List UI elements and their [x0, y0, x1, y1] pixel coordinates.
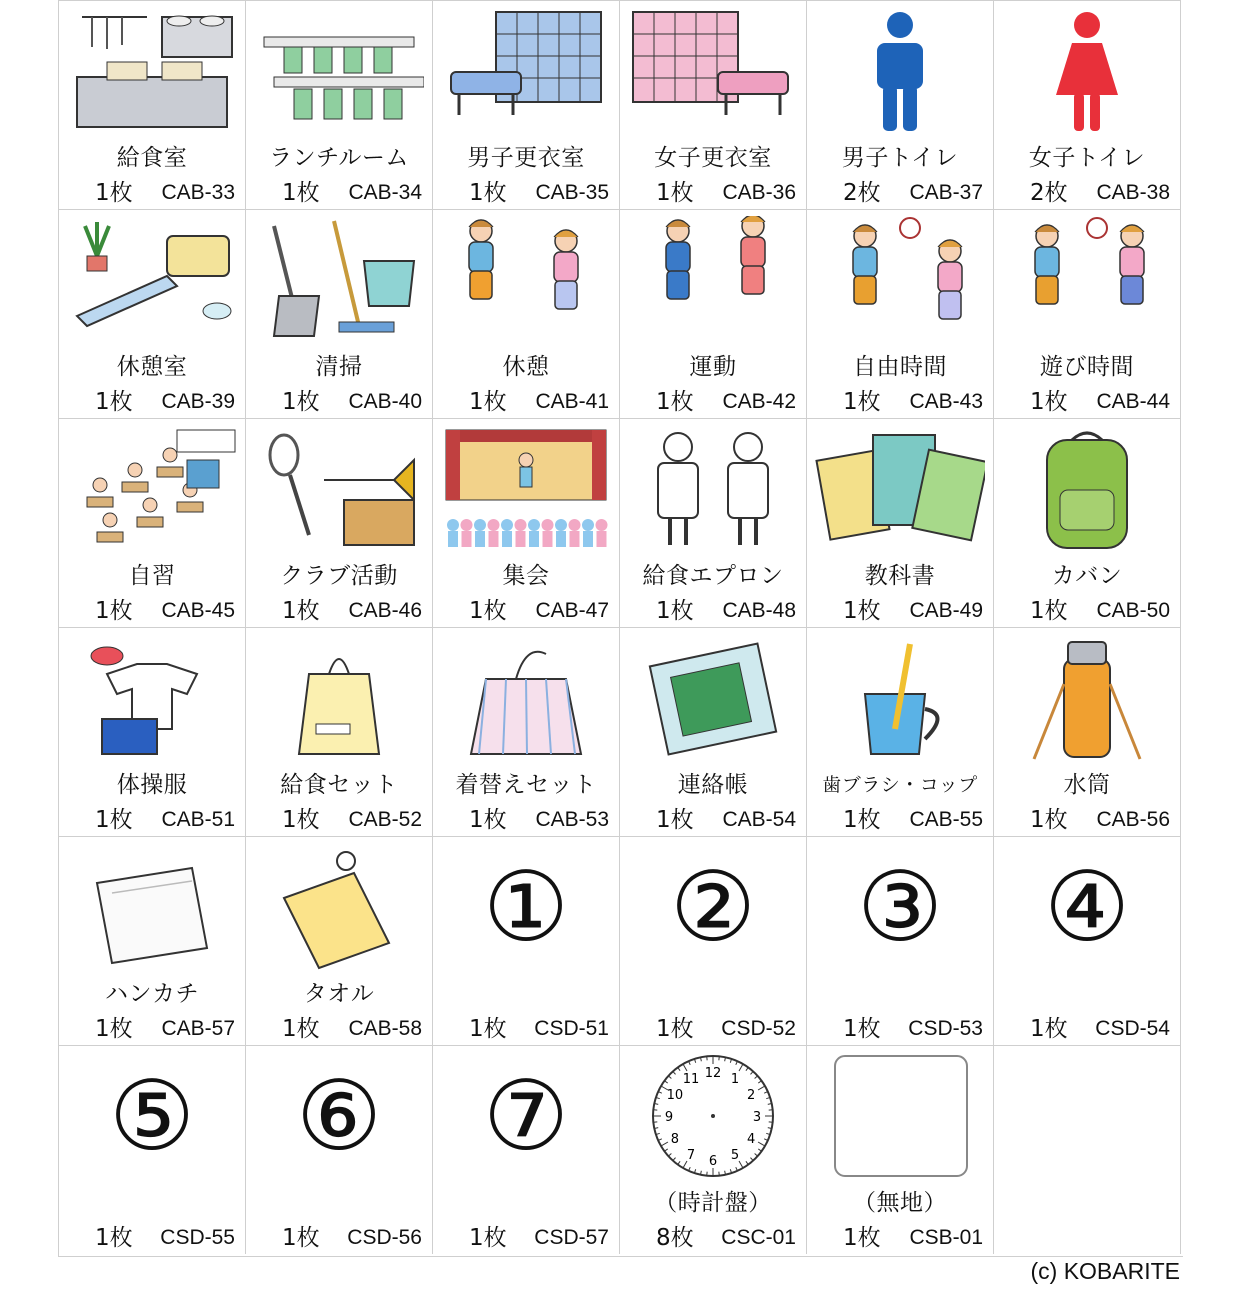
card-cab-52: [246, 627, 433, 836]
card-label: 女子更衣室: [654, 145, 772, 171]
card-csd-56: [246, 1045, 433, 1254]
card-count: 1枚: [469, 598, 507, 624]
card-label: カバン: [1051, 563, 1123, 589]
notebook-icon: [628, 634, 798, 762]
circled-number: ⑤: [108, 1060, 196, 1172]
circled-seven-icon: [441, 1052, 611, 1180]
card-meta: [246, 179, 432, 207]
card-code: CAB-35: [535, 181, 609, 204]
card-count: 1枚: [1030, 1016, 1068, 1042]
card-cab-50: [994, 418, 1181, 627]
girls-locker-icon: [628, 7, 798, 135]
female-toilet-icon: [1002, 7, 1172, 135]
gym-clothes-icon: [67, 634, 237, 762]
card-count: 1枚: [656, 1016, 694, 1042]
card-count: 1枚: [469, 1016, 507, 1042]
card-count: 8枚: [656, 1225, 694, 1251]
card-csd-52: [620, 836, 807, 1045]
card-code: CSD-52: [721, 1017, 796, 1040]
card-code: CAB-56: [1096, 808, 1170, 831]
card-csc-01: [620, 1045, 807, 1254]
card-meta: [59, 806, 245, 834]
circled-four-icon: [1002, 843, 1172, 971]
card-code: CAB-55: [909, 808, 983, 831]
card-count: 1枚: [656, 807, 694, 833]
circled-three-icon: [815, 843, 985, 971]
card-label: 休憩: [502, 354, 550, 380]
card-cab-33: [59, 0, 246, 209]
card-code: CAB-46: [348, 599, 422, 622]
card-count: 1枚: [282, 389, 320, 415]
card-code: CAB-48: [722, 599, 796, 622]
card-meta: [246, 388, 432, 416]
card-label: 遊び時間: [1040, 354, 1134, 380]
club-activity-icon: [254, 425, 424, 553]
card-meta: [807, 1224, 993, 1252]
card-code: CAB-57: [161, 1017, 235, 1040]
card-cab-34: [246, 0, 433, 209]
card-meta: [433, 806, 619, 834]
circled-number: ⑥: [295, 1060, 383, 1172]
play-time-icon: [1002, 216, 1172, 344]
water-bottle-icon: [1002, 634, 1172, 762]
card-meta: [620, 1224, 806, 1252]
boys-locker-icon: [441, 7, 611, 135]
card-count: 1枚: [469, 807, 507, 833]
clock-number: 7: [686, 1148, 696, 1164]
card-csd-53: [807, 836, 994, 1045]
card-cab-40: [246, 209, 433, 418]
towel-icon: [254, 843, 424, 971]
card-meta: [994, 388, 1180, 416]
card-count: 1枚: [656, 180, 694, 206]
clock-number: 12: [704, 1066, 722, 1081]
clock-number: 6: [708, 1154, 718, 1169]
card-count: 1枚: [843, 598, 881, 624]
card-label: 運動: [689, 354, 737, 380]
card-label: ハンカチ: [105, 981, 199, 1007]
card-grid: [58, 0, 1183, 1257]
cleaning-icon: [254, 216, 424, 344]
card-meta: [807, 597, 993, 625]
kitchen-icon: [67, 7, 237, 135]
card-code: CAB-45: [161, 599, 235, 622]
card-code: CAB-37: [909, 181, 983, 204]
card-code: CAB-42: [722, 390, 796, 413]
card-label: 給食室: [116, 145, 188, 171]
card-label: 集会: [502, 563, 550, 589]
card-count: 1枚: [469, 1225, 507, 1251]
copyright-text: (c) KOBARITE: [1030, 1258, 1180, 1284]
card-cab-46: [246, 418, 433, 627]
card-meta: [433, 597, 619, 625]
card-count: 1枚: [843, 1016, 881, 1042]
circled-two-icon: [628, 843, 798, 971]
card-cab-44: [994, 209, 1181, 418]
card-cab-35: [433, 0, 620, 209]
card-meta: [433, 1224, 619, 1252]
card-code: CSD-54: [1095, 1017, 1170, 1040]
card-code: CAB-39: [161, 390, 235, 413]
card-count: 1枚: [469, 180, 507, 206]
card-code: CSD-51: [534, 1017, 609, 1040]
card-meta: [620, 1015, 806, 1043]
card-meta: [59, 1224, 245, 1252]
card-cab-43: [807, 209, 994, 418]
rest-icon: [441, 216, 611, 344]
card-label: 休憩室: [116, 354, 188, 380]
change-clothes-bag-icon: [441, 634, 611, 762]
clock-number: 5: [730, 1148, 740, 1164]
card-meta: [433, 179, 619, 207]
card-label: 女子トイレ: [1028, 145, 1146, 171]
card-meta: [59, 597, 245, 625]
card-code: CSD-56: [347, 1226, 422, 1249]
card-cab-55: [807, 627, 994, 836]
card-count: 1枚: [1030, 807, 1068, 833]
card-count: 1枚: [95, 1016, 133, 1042]
card-count: 1枚: [843, 807, 881, 833]
card-label: タオル: [303, 981, 375, 1007]
card-cab-38: [994, 0, 1181, 209]
card-cab-54: [620, 627, 807, 836]
card-count: 1枚: [282, 807, 320, 833]
card-meta: [620, 179, 806, 207]
card-cab-45: [59, 418, 246, 627]
card-count: 1枚: [95, 1225, 133, 1251]
card-code: CAB-54: [722, 808, 796, 831]
card-count: 1枚: [282, 180, 320, 206]
handkerchief-icon: [67, 843, 237, 971]
card-label: （時計盤）: [654, 1190, 772, 1216]
card-meta: [59, 1015, 245, 1043]
card-code: CAB-43: [909, 390, 983, 413]
card-count: 1枚: [469, 389, 507, 415]
card-cab-41: [433, 209, 620, 418]
card-count: 1枚: [1030, 598, 1068, 624]
card-meta: [246, 597, 432, 625]
card-meta: [807, 806, 993, 834]
circled-six-icon: [254, 1052, 424, 1180]
card-label: ランチルーム: [269, 145, 409, 171]
card-count: 1枚: [843, 389, 881, 415]
self-study-icon: [67, 425, 237, 553]
card-code: CAB-33: [161, 181, 235, 204]
lunchroom-icon: [254, 7, 424, 135]
exercise-icon: [628, 216, 798, 344]
card-label: 給食セット: [280, 772, 398, 798]
card-meta: [246, 1224, 432, 1252]
card-csb-01: [807, 1045, 994, 1254]
card-csd-57: [433, 1045, 620, 1254]
male-toilet-icon: [815, 7, 985, 135]
lunch-set-bag-icon: [254, 634, 424, 762]
card-meta: [807, 388, 993, 416]
circled-number: ③: [856, 851, 944, 963]
card-label: 着替えセット: [455, 772, 597, 798]
card-meta: [59, 179, 245, 207]
card-code: CAB-36: [722, 181, 796, 204]
card-code: CAB-49: [909, 599, 983, 622]
card-code: CSB-01: [909, 1226, 983, 1249]
card-meta: [246, 806, 432, 834]
card-code: CAB-51: [161, 808, 235, 831]
card-cab-49: [807, 418, 994, 627]
card-count: 1枚: [282, 1016, 320, 1042]
card-code: CAB-50: [1096, 599, 1170, 622]
card-label: 男子更衣室: [467, 145, 585, 171]
card-count: 2枚: [843, 180, 881, 206]
card-count: 1枚: [95, 389, 133, 415]
card-cab-51: [59, 627, 246, 836]
clock-number: 1: [730, 1071, 740, 1087]
circled-number: ①: [482, 851, 570, 963]
card-count: 1枚: [95, 807, 133, 833]
card-cab-39: [59, 209, 246, 418]
card-meta: [807, 1015, 993, 1043]
blank-card-icon: [815, 1052, 985, 1180]
card-code: CAB-34: [348, 181, 422, 204]
card-label: 自由時間: [853, 354, 947, 380]
circled-five-icon: [67, 1052, 237, 1180]
card-code: CAB-40: [348, 390, 422, 413]
card-cab-48: [620, 418, 807, 627]
card-code: CSD-57: [534, 1226, 609, 1249]
card-label: 体操服: [116, 772, 188, 798]
card-meta: [994, 806, 1180, 834]
card-code: CAB-44: [1096, 390, 1170, 413]
circled-number: ④: [1043, 851, 1131, 963]
card-count: 1枚: [282, 1225, 320, 1251]
card-label: 連絡帳: [677, 772, 749, 798]
card-cab-36: [620, 0, 807, 209]
circled-number: ②: [669, 851, 757, 963]
card-code: CAB-52: [348, 808, 422, 831]
clock-number: 11: [682, 1071, 700, 1087]
card-meta: [994, 597, 1180, 625]
card-csd-54: [994, 836, 1181, 1045]
card-label: 教科書: [864, 563, 936, 589]
card-meta: [807, 179, 993, 207]
free-time-icon: [815, 216, 985, 344]
card-cab-57: [59, 836, 246, 1045]
card-csd-55: [59, 1045, 246, 1254]
card-label: 給食エプロン: [642, 563, 784, 589]
assembly-icon: [441, 425, 611, 553]
card-cab-53: [433, 627, 620, 836]
backpack-icon: [1002, 425, 1172, 553]
clock-number: 8: [670, 1132, 680, 1147]
card-code: CAB-41: [535, 390, 609, 413]
clock-number: 4: [746, 1132, 756, 1147]
card-empty: [994, 1045, 1181, 1254]
lounge-icon: [67, 216, 237, 344]
card-meta: [620, 597, 806, 625]
card-code: CAB-38: [1096, 181, 1170, 204]
card-code: CAB-58: [348, 1017, 422, 1040]
card-count: 1枚: [1030, 389, 1068, 415]
card-label: 歯ブラシ・コップ: [822, 774, 978, 796]
card-code: CSD-55: [160, 1226, 235, 1249]
card-label: 男子トイレ: [841, 145, 959, 171]
lunch-apron-icon: [628, 425, 798, 553]
card-meta: [994, 1015, 1180, 1043]
card-cab-37: [807, 0, 994, 209]
clock-face-icon: [628, 1052, 798, 1180]
card-meta: [59, 388, 245, 416]
card-code: CAB-53: [535, 808, 609, 831]
card-code: CSD-53: [908, 1017, 983, 1040]
card-count: 1枚: [95, 598, 133, 624]
card-code: CSC-01: [721, 1226, 796, 1249]
card-count: 1枚: [656, 389, 694, 415]
clock-number: 9: [664, 1110, 674, 1125]
card-count: 1枚: [95, 180, 133, 206]
card-meta: [620, 388, 806, 416]
card-count: 1枚: [282, 598, 320, 624]
card-count: 1枚: [656, 598, 694, 624]
card-label: クラブ活動: [280, 563, 398, 589]
card-label: 清掃: [315, 354, 363, 380]
card-cab-42: [620, 209, 807, 418]
circled-number: ⑦: [482, 1060, 570, 1172]
card-cab-58: [246, 836, 433, 1045]
card-meta: [433, 388, 619, 416]
clock-number: 3: [752, 1110, 762, 1125]
card-label: 自習: [128, 563, 176, 589]
card-cab-56: [994, 627, 1181, 836]
card-meta: [246, 1015, 432, 1043]
textbook-icon: [815, 425, 985, 553]
toothbrush-cup-icon: [815, 634, 985, 762]
card-meta: [994, 179, 1180, 207]
clock-number: 2: [746, 1088, 756, 1103]
card-count: 1枚: [843, 1225, 881, 1251]
card-count: 2枚: [1030, 180, 1068, 206]
card-meta: [620, 806, 806, 834]
card-code: CAB-47: [535, 599, 609, 622]
circled-one-icon: [441, 843, 611, 971]
card-label: （無地）: [853, 1190, 947, 1216]
card-meta: [433, 1015, 619, 1043]
card-cab-47: [433, 418, 620, 627]
card-label: 水筒: [1063, 772, 1111, 798]
card-csd-51: [433, 836, 620, 1045]
clock-number: 10: [666, 1088, 684, 1103]
